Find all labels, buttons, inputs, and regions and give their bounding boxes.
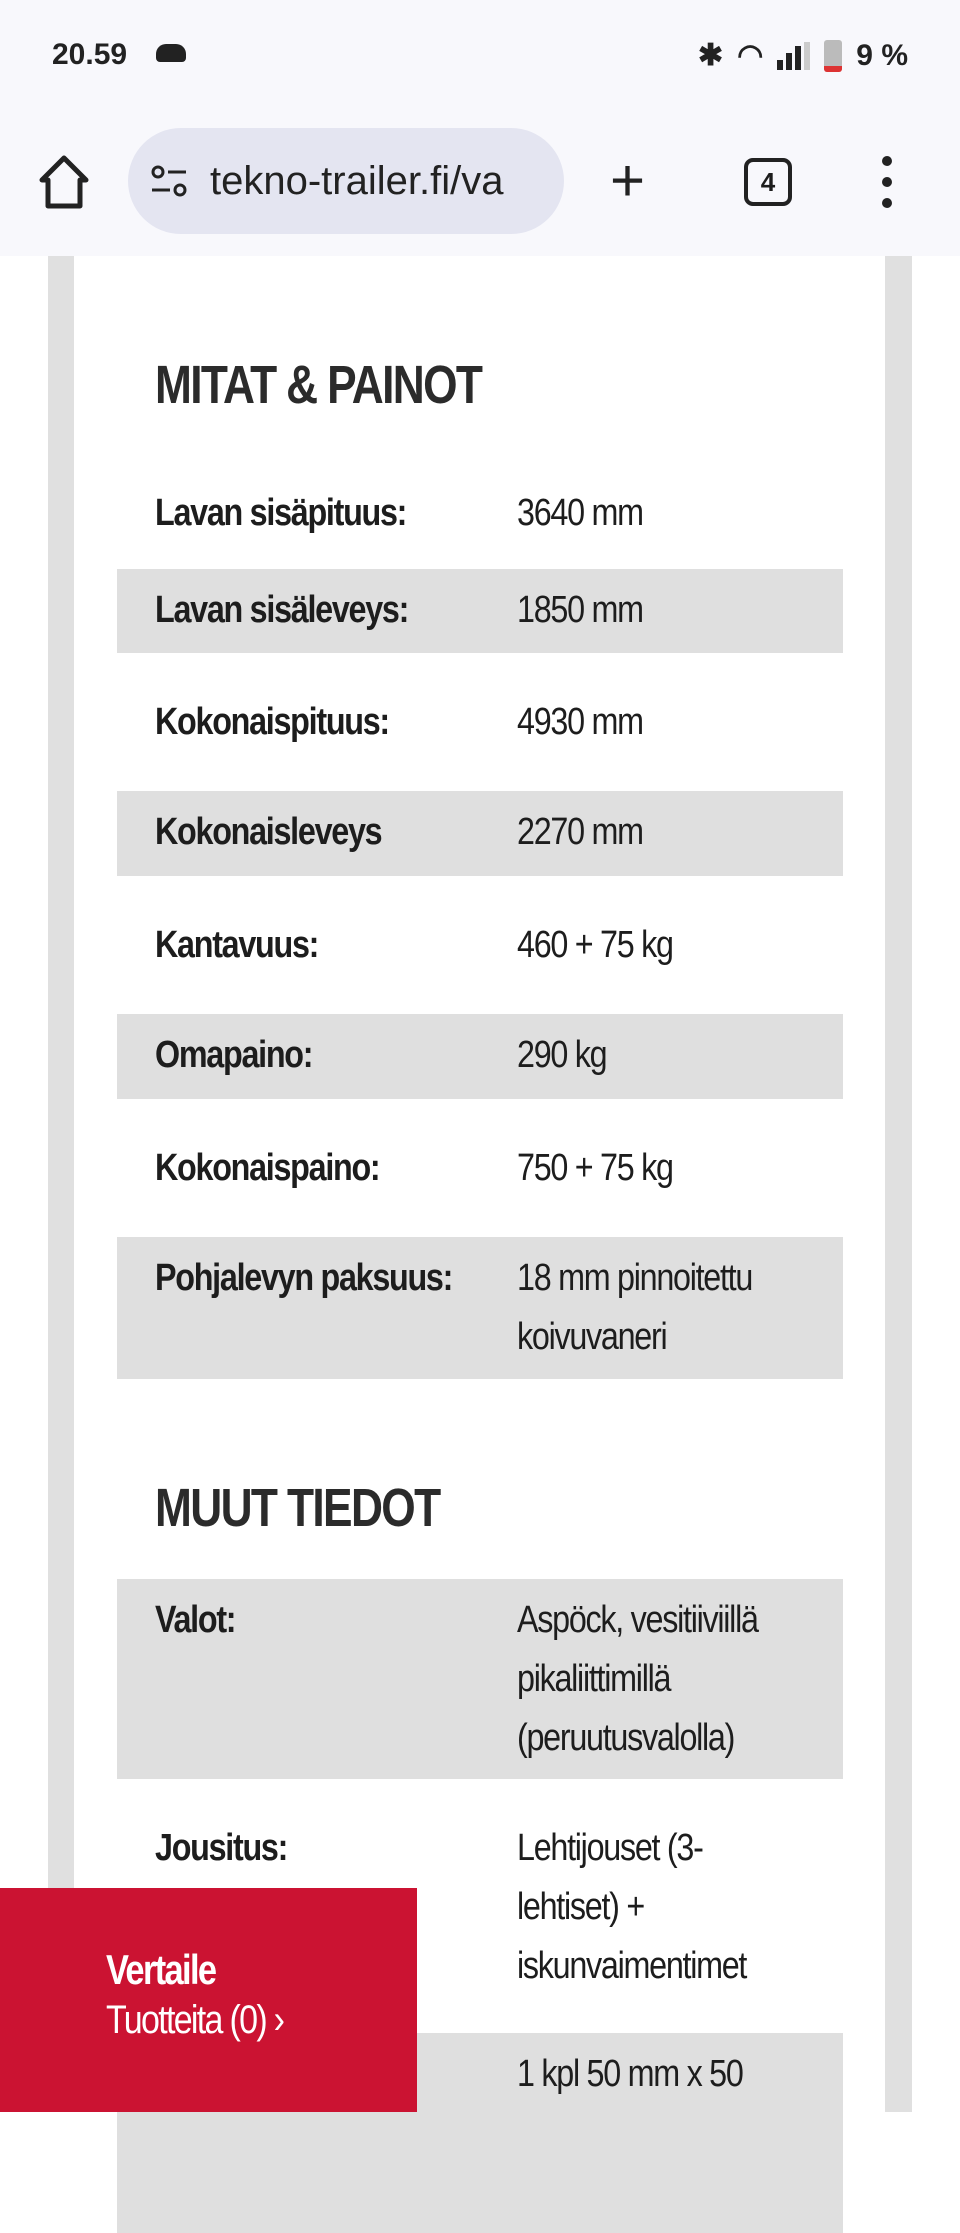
clock: 20.59 [52,38,128,71]
site-settings-icon[interactable] [150,164,190,198]
row-value: 3640 mm [517,492,643,534]
wifi-icon: ◠ [737,39,764,72]
bluetooth-icon: ✱ [697,39,724,72]
row-value: 1 kpl 50 mm x 50 [517,2053,743,2095]
row-value: 4930 mm [517,701,643,743]
row-label: Omapaino: [155,1034,313,1076]
row-value: Lehtijouset (3-lehtiset) + iskunvaimentimet [517,1827,747,1987]
home-icon[interactable] [38,154,90,210]
section-title: MUUT TIEDOT [155,1478,440,1538]
new-tab-button[interactable]: + [610,147,646,214]
status-bar [0,0,960,112]
table-row [117,1099,843,1237]
url-text: tekno-trailer.fi/va [210,158,504,203]
compare-products-button[interactable] [0,1888,417,2112]
address-bar[interactable] [128,128,564,234]
browser-toolbar [0,112,960,256]
compare-count: Tuotteita (0) › [106,1998,284,2042]
table-row [117,876,843,1014]
row-label: Kokonaispituus: [155,701,389,743]
row-label: Valot: [155,1599,236,1641]
table-row [117,458,843,569]
row-value: 290 kg [517,1034,607,1076]
row-value: 18 mm pinnoitettu koivuvaneri [517,1257,753,1358]
table-row [117,791,843,876]
cloud-icon [156,44,186,62]
tab-switcher-button[interactable]: 4 [744,158,792,206]
table-row [117,569,843,653]
battery-icon [824,40,842,72]
page-border-right [885,256,912,2112]
row-value: Aspöck, vesitiiviillä pikaliittimillä (peruutusvalolla) [517,1599,758,1759]
battery-level: 9 % [856,38,908,72]
row-value: 750 + 75 kg [517,1147,673,1189]
row-label: Kokonaisleveys [155,811,382,853]
row-label: Lavan sisäleveys: [155,589,409,631]
table-row [117,653,843,791]
row-label: Kokonaispaino: [155,1147,380,1189]
page-border-left [48,256,74,2112]
row-value: 2270 mm [517,811,643,853]
row-value: 460 + 75 kg [517,924,673,966]
row-value: 1850 mm [517,589,643,631]
table-row [117,1579,843,1779]
row-label: Lavan sisäpituus: [155,492,407,534]
more-menu-icon[interactable] [882,156,896,219]
row-label: Pohjalevyn paksuus: [155,1257,453,1299]
row-label: Kantavuus: [155,924,319,966]
compare-title: Vertaile [106,1946,216,1993]
table-row [117,1237,843,1379]
section-title: MITAT & PAINOT [155,355,482,415]
signal-icon [777,42,810,70]
table-row [117,1014,843,1099]
row-label: Jousitus: [155,1827,288,1869]
